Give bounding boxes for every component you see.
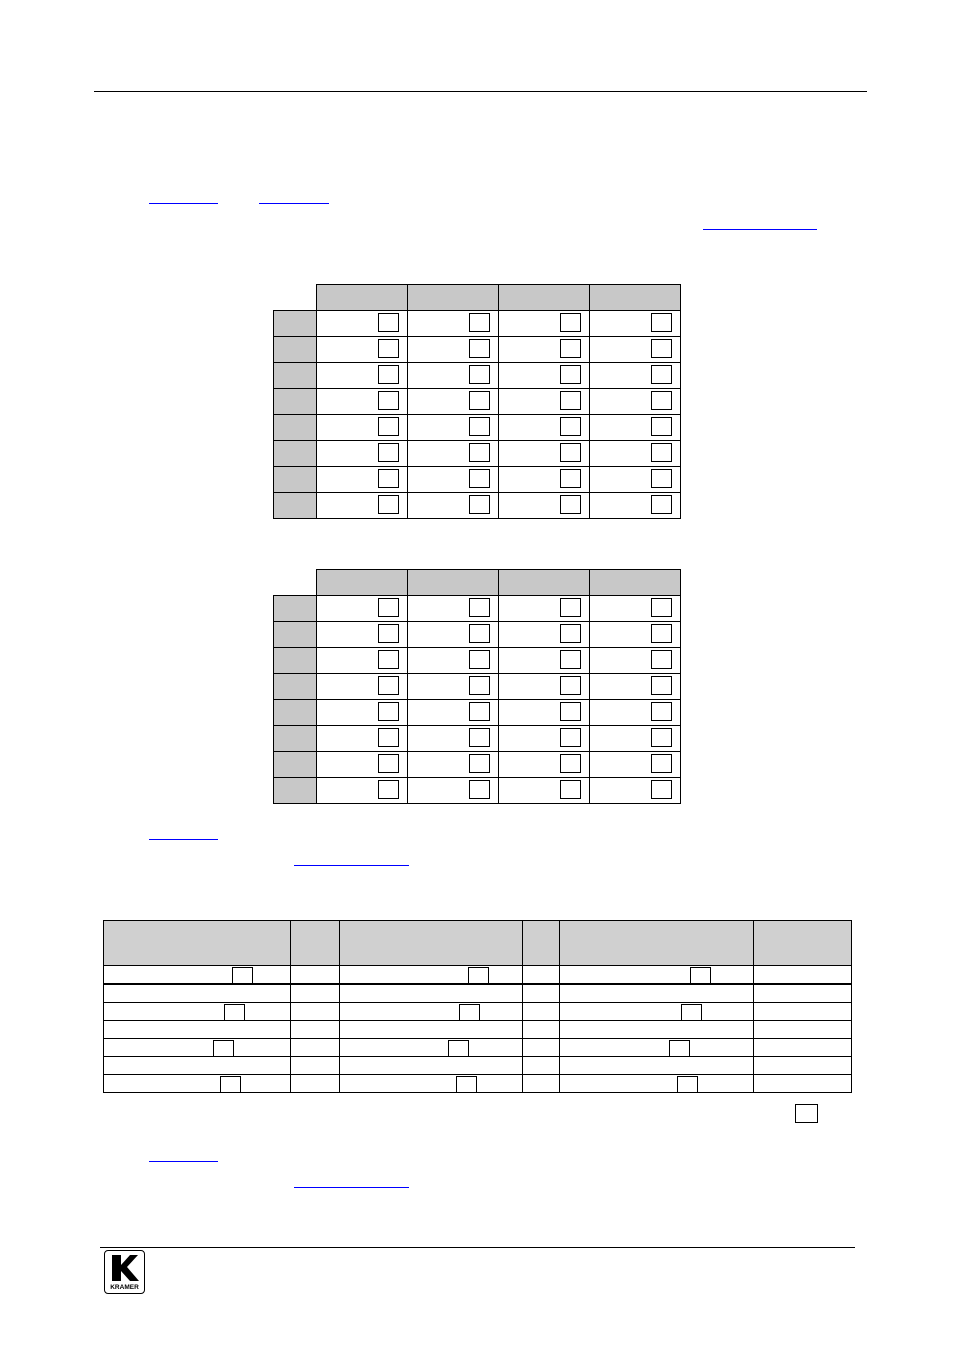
section-link-3[interactable] (703, 229, 817, 230)
grid-b-cell (499, 595, 590, 621)
switch-checkbox[interactable] (378, 495, 399, 514)
logo-wordmark: KRAMER (110, 1284, 139, 1290)
grid-a-cell (499, 310, 590, 336)
grid-a-row (274, 414, 681, 440)
table-row (104, 966, 852, 985)
grid-b-row-header (274, 725, 317, 751)
grid-b-cell (590, 595, 681, 621)
switch-checkbox[interactable] (560, 443, 581, 462)
grid-b-cell (408, 595, 499, 621)
grid-a-cell (317, 466, 408, 492)
grid-a-cell (317, 362, 408, 388)
switch-checkbox[interactable] (469, 650, 490, 669)
switch-checkbox[interactable] (560, 702, 581, 721)
switch-checkbox[interactable] (469, 495, 490, 514)
grid-b-row (274, 777, 681, 803)
switch-checkbox[interactable] (378, 728, 399, 747)
switch-checkbox[interactable] (469, 754, 490, 773)
table-row (104, 1039, 852, 1057)
table-cell (340, 984, 523, 1003)
option-checkbox[interactable] (459, 1004, 480, 1021)
table-cell (340, 1039, 523, 1057)
settings-table-header (104, 921, 852, 966)
section-link-6[interactable] (149, 1161, 218, 1162)
switch-checkbox[interactable] (378, 780, 399, 799)
grid-a-cell (408, 310, 499, 336)
option-checkbox[interactable] (213, 1040, 234, 1057)
grid-a-cell (408, 492, 499, 518)
option-checkbox[interactable] (456, 1076, 477, 1093)
switch-checkbox[interactable] (560, 469, 581, 488)
grid-a-cell (590, 414, 681, 440)
switch-checkbox[interactable] (378, 443, 399, 462)
switch-checkbox[interactable] (651, 702, 672, 721)
table-cell (523, 966, 560, 985)
switch-checkbox[interactable] (560, 313, 581, 332)
grid-b-cell (499, 699, 590, 725)
table-cell (291, 1075, 340, 1093)
grid-b-cell (408, 673, 499, 699)
grid-b-cell (408, 699, 499, 725)
table-cell (104, 1021, 291, 1039)
table-cell (754, 1075, 852, 1093)
switch-checkbox[interactable] (560, 391, 581, 410)
switch-checkbox[interactable] (469, 365, 490, 384)
section-link-4[interactable] (149, 839, 218, 840)
switch-checkbox[interactable] (560, 339, 581, 358)
grid-b-row (274, 647, 681, 673)
table-cell (523, 984, 560, 1003)
switch-checkbox[interactable] (560, 780, 581, 799)
grid-a-cell (317, 414, 408, 440)
grid-b-cell (499, 751, 590, 777)
switch-checkbox[interactable] (560, 598, 581, 617)
table-cell (754, 966, 852, 985)
column-header (104, 921, 291, 966)
grid-b-cell (317, 647, 408, 673)
grid-b-cell (317, 595, 408, 621)
table-cell (560, 1003, 754, 1021)
grid-b-cell (408, 621, 499, 647)
option-checkbox[interactable] (669, 1040, 690, 1057)
grid-a-cell (590, 466, 681, 492)
grid-a-cell (590, 310, 681, 336)
grid-a-cell (590, 388, 681, 414)
grid-b-row (274, 673, 681, 699)
switch-checkbox[interactable] (651, 624, 672, 643)
grid-b-corner (274, 570, 317, 596)
switch-checkbox[interactable] (651, 598, 672, 617)
switch-checkbox[interactable] (378, 391, 399, 410)
table-row (104, 1021, 852, 1039)
table-cell (560, 966, 754, 985)
table-row (104, 1075, 852, 1093)
grid-b-cell (499, 621, 590, 647)
switch-checkbox[interactable] (469, 339, 490, 358)
option-checkbox[interactable] (468, 967, 489, 984)
table-cell (291, 1057, 340, 1075)
table-cell (340, 1003, 523, 1021)
switch-checkbox[interactable] (469, 780, 490, 799)
switch-checkbox[interactable] (651, 469, 672, 488)
grid-b-cell (590, 647, 681, 673)
table-cell (340, 1075, 523, 1093)
table-cell (754, 1039, 852, 1057)
switch-checkbox[interactable] (651, 313, 672, 332)
table-cell (523, 1039, 560, 1057)
table-cell (104, 1039, 291, 1057)
table-cell (291, 1039, 340, 1057)
grid-a-cell (499, 362, 590, 388)
grid-b-cell (590, 751, 681, 777)
grid-b-row (274, 751, 681, 777)
option-checkbox[interactable] (232, 967, 253, 984)
grid-b-cell (408, 647, 499, 673)
table-row (104, 1057, 852, 1075)
table-cell (560, 1039, 754, 1057)
switch-checkbox[interactable] (560, 676, 581, 695)
switch-checkbox[interactable] (378, 676, 399, 695)
grid-b-row (274, 621, 681, 647)
grid-a-cell (317, 336, 408, 362)
switch-checkbox[interactable] (378, 624, 399, 643)
grid-a-cell (590, 336, 681, 362)
grid-b-cell (317, 699, 408, 725)
grid-a-row (274, 492, 681, 518)
grid-a-column-header (590, 285, 681, 311)
grid-a-cell (499, 466, 590, 492)
kramer-logo (104, 1250, 145, 1294)
grid-a-cell (499, 492, 590, 518)
grid-b-cell (317, 751, 408, 777)
grid-a-column-header (317, 285, 408, 311)
grid-a-cell (317, 388, 408, 414)
grid-a-corner (274, 285, 317, 311)
dip-switch-grid-b (273, 569, 681, 804)
grid-b-cell (499, 673, 590, 699)
switch-checkbox[interactable] (560, 495, 581, 514)
table-cell (104, 966, 291, 985)
grid-a-cell (408, 440, 499, 466)
footer-rule (100, 1247, 855, 1248)
table-cell (754, 984, 852, 1003)
switch-checkbox[interactable] (560, 624, 581, 643)
table-cell (754, 1003, 852, 1021)
switch-checkbox[interactable] (651, 780, 672, 799)
grid-a-row (274, 336, 681, 362)
grid-b-cell (590, 699, 681, 725)
table-cell (340, 1021, 523, 1039)
grid-b-cell (408, 751, 499, 777)
grid-a-row (274, 362, 681, 388)
grid-b-column-header (317, 570, 408, 596)
grid-a-row (274, 466, 681, 492)
grid-a-cell (408, 466, 499, 492)
option-checkbox[interactable] (220, 1076, 241, 1093)
table-cell (291, 1021, 340, 1039)
grid-b-header-row (274, 570, 681, 596)
table-cell (754, 1057, 852, 1075)
grid-b-column-header (408, 570, 499, 596)
settings-table (103, 920, 852, 1093)
grid-a-row-header (274, 440, 317, 466)
grid-b-cell (590, 777, 681, 803)
table-row (104, 984, 852, 1003)
grid-b-cell (590, 673, 681, 699)
switch-checkbox[interactable] (469, 598, 490, 617)
table-cell (104, 1057, 291, 1075)
option-checkbox[interactable] (690, 967, 711, 984)
table-cell (523, 1003, 560, 1021)
grid-a-cell (408, 388, 499, 414)
table-cell (523, 1057, 560, 1075)
table-cell (340, 1057, 523, 1075)
column-header (523, 921, 560, 966)
grid-b-row-header (274, 647, 317, 673)
grid-a-cell (499, 336, 590, 362)
table-row (104, 1003, 852, 1021)
grid-b-column-header (499, 570, 590, 596)
grid-a-row-header (274, 310, 317, 336)
switch-checkbox[interactable] (651, 754, 672, 773)
switch-checkbox[interactable] (378, 598, 399, 617)
switch-checkbox[interactable] (469, 443, 490, 462)
grid-b-cell (499, 647, 590, 673)
grid-b-cell (590, 725, 681, 751)
switch-checkbox[interactable] (651, 650, 672, 669)
switch-checkbox[interactable] (560, 650, 581, 669)
switch-checkbox[interactable] (378, 417, 399, 436)
switch-checkbox[interactable] (651, 676, 672, 695)
table-cell (104, 984, 291, 1003)
option-checkbox[interactable] (448, 1040, 469, 1057)
grid-a-cell (499, 414, 590, 440)
grid-a-cell (317, 440, 408, 466)
switch-checkbox[interactable] (378, 702, 399, 721)
grid-a-row (274, 440, 681, 466)
table-cell (560, 1075, 754, 1093)
grid-b-row (274, 725, 681, 751)
switch-checkbox[interactable] (378, 754, 399, 773)
switch-checkbox[interactable] (560, 728, 581, 747)
grid-b-cell (499, 777, 590, 803)
switch-checkbox[interactable] (469, 624, 490, 643)
grid-a-row-header (274, 414, 317, 440)
header-rule (94, 91, 867, 92)
grid-b-row (274, 699, 681, 725)
table-cell (104, 1003, 291, 1021)
grid-b-cell (317, 673, 408, 699)
table-cell (560, 984, 754, 1003)
option-checkbox[interactable] (681, 1004, 702, 1021)
section-link-5[interactable] (294, 865, 409, 866)
switch-checkbox[interactable] (651, 365, 672, 384)
switch-checkbox[interactable] (378, 339, 399, 358)
switch-checkbox[interactable] (469, 702, 490, 721)
kramer-k-icon (108, 1254, 141, 1290)
section-link-7[interactable] (294, 1187, 409, 1188)
table-cell (523, 1075, 560, 1093)
column-header (754, 921, 852, 966)
grid-a-cell (499, 388, 590, 414)
legend-checkbox[interactable] (795, 1104, 818, 1123)
grid-b-row (274, 595, 681, 621)
switch-checkbox[interactable] (378, 313, 399, 332)
switch-checkbox[interactable] (560, 417, 581, 436)
grid-a-row (274, 388, 681, 414)
section-link-2[interactable] (259, 203, 329, 204)
grid-a-cell (317, 310, 408, 336)
table-cell (104, 1075, 291, 1093)
grid-b-row-header (274, 673, 317, 699)
switch-checkbox[interactable] (651, 728, 672, 747)
switch-checkbox[interactable] (651, 417, 672, 436)
grid-a-column-header (408, 285, 499, 311)
column-header (560, 921, 754, 966)
switch-checkbox[interactable] (560, 754, 581, 773)
grid-b-cell (317, 777, 408, 803)
dip-switch-grid-a (273, 284, 681, 519)
grid-a-row-header (274, 336, 317, 362)
switch-checkbox[interactable] (378, 469, 399, 488)
grid-a-row-header (274, 362, 317, 388)
grid-b-cell (408, 777, 499, 803)
table-cell (291, 966, 340, 985)
grid-b-cell (590, 621, 681, 647)
column-header (291, 921, 340, 966)
switch-checkbox[interactable] (469, 728, 490, 747)
grid-b-cell (317, 621, 408, 647)
grid-a-cell (590, 362, 681, 388)
grid-a-column-header (499, 285, 590, 311)
switch-checkbox[interactable] (651, 443, 672, 462)
grid-b-cell (317, 725, 408, 751)
switch-checkbox[interactable] (560, 365, 581, 384)
grid-a-row (274, 310, 681, 336)
section-link-1[interactable] (149, 203, 218, 204)
option-checkbox[interactable] (677, 1076, 698, 1093)
grid-b-row-header (274, 621, 317, 647)
table-cell (560, 1057, 754, 1075)
grid-a-cell (317, 492, 408, 518)
switch-checkbox[interactable] (651, 391, 672, 410)
grid-b-cell (408, 725, 499, 751)
grid-a-cell (499, 440, 590, 466)
grid-a-row-header (274, 388, 317, 414)
switch-checkbox[interactable] (378, 365, 399, 384)
table-cell (560, 1021, 754, 1039)
switch-checkbox[interactable] (469, 417, 490, 436)
grid-b-column-header (590, 570, 681, 596)
grid-a-row-header (274, 492, 317, 518)
switch-checkbox[interactable] (469, 313, 490, 332)
grid-a-cell (408, 336, 499, 362)
switch-checkbox[interactable] (469, 469, 490, 488)
switch-checkbox[interactable] (469, 676, 490, 695)
grid-a-cell (590, 440, 681, 466)
table-cell (754, 1021, 852, 1039)
switch-checkbox[interactable] (651, 339, 672, 358)
grid-a-cell (408, 362, 499, 388)
grid-b-row-header (274, 751, 317, 777)
grid-b-row-header (274, 699, 317, 725)
grid-b-cell (499, 725, 590, 751)
switch-checkbox[interactable] (469, 391, 490, 410)
grid-a-cell (590, 492, 681, 518)
table-cell (291, 1003, 340, 1021)
switch-checkbox[interactable] (651, 495, 672, 514)
grid-a-header-row (274, 285, 681, 311)
grid-b-row-header (274, 595, 317, 621)
column-header (340, 921, 523, 966)
grid-b-row-header (274, 777, 317, 803)
grid-a-row-header (274, 466, 317, 492)
switch-checkbox[interactable] (378, 650, 399, 669)
option-checkbox[interactable] (224, 1004, 245, 1021)
table-cell (340, 966, 523, 985)
table-cell (523, 1021, 560, 1039)
grid-a-cell (408, 414, 499, 440)
table-cell (291, 984, 340, 1003)
